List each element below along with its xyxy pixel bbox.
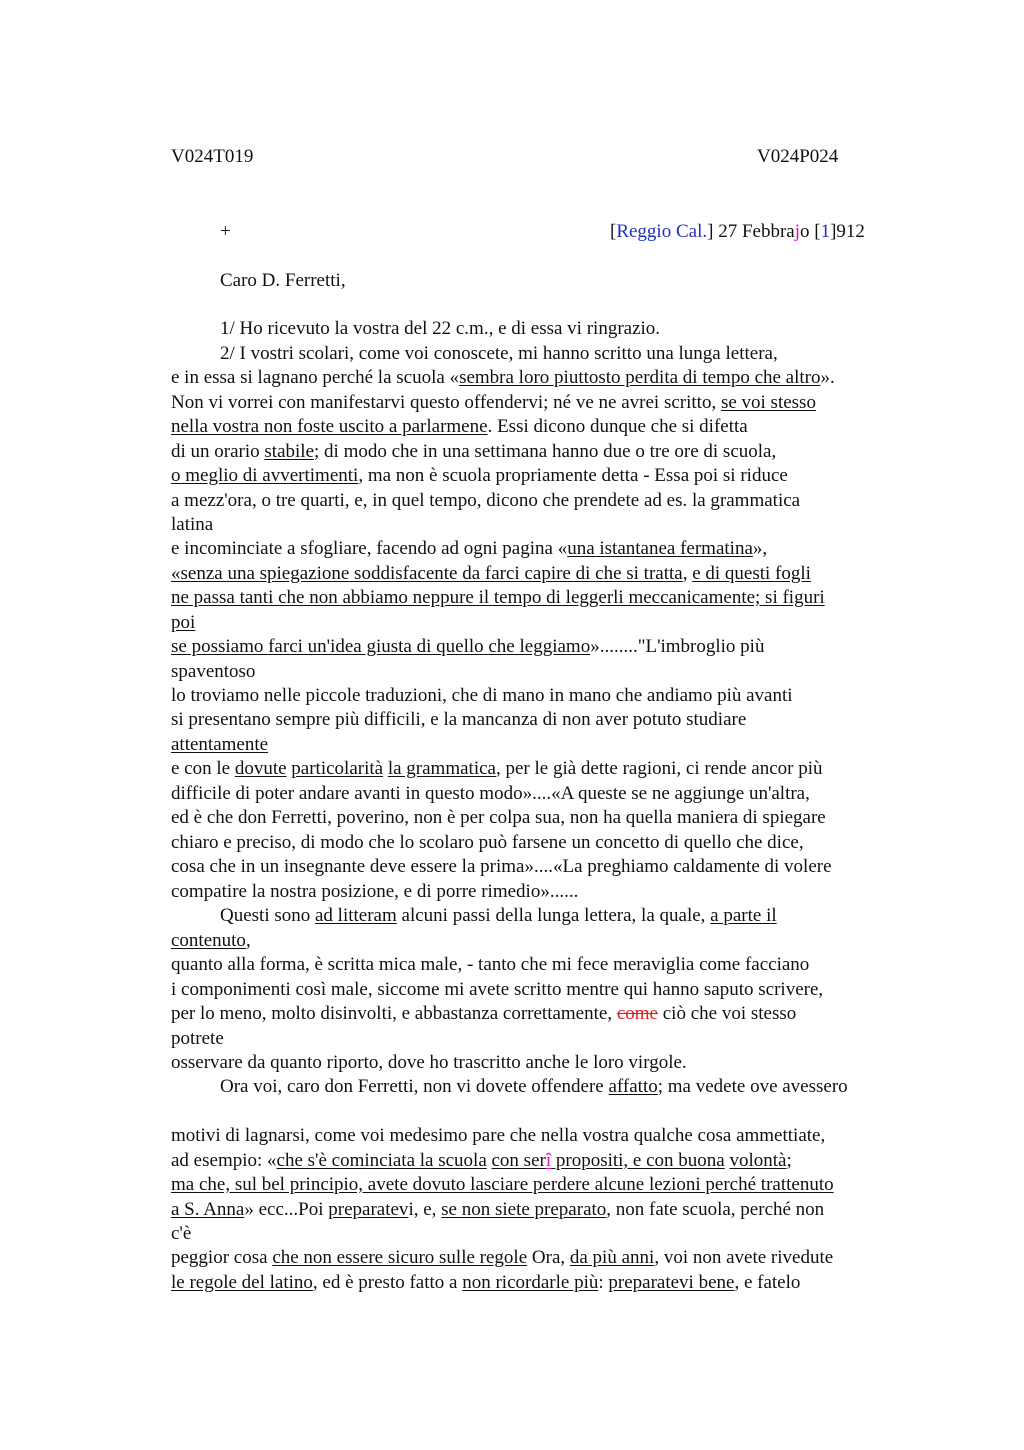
body-line xyxy=(171,635,764,659)
text-segment: che non essere sicuro sulle regole xyxy=(272,1247,528,1268)
text-segment: lo troviamo nelle piccole traduzioni, che di mano in mano che andiamo più avanti xyxy=(171,685,793,706)
text-segment: nella vostra non foste uscito a parlarmene xyxy=(171,416,488,437)
body-line xyxy=(171,1246,833,1270)
text-segment: ; ma vedete ove avessero xyxy=(657,1076,848,1097)
text-segment: motivi di lagnarsi, come voi medesimo pare che nella vostra qualche cosa ammettiate, xyxy=(171,1125,826,1146)
text-segment: ad litteram xyxy=(315,905,397,926)
body-line xyxy=(171,1173,834,1197)
text-segment: , xyxy=(245,930,251,951)
text-segment: »........"L'imbroglio più xyxy=(590,636,765,657)
body-line xyxy=(171,1222,191,1246)
text-segment: poi xyxy=(171,612,196,633)
text-segment: contenuto xyxy=(171,930,246,951)
text-segment: sembra loro piuttosto perdita di tempo che altro xyxy=(459,367,821,388)
text-segment: per lo meno, molto disinvolti, e abbastanza correttamente, xyxy=(171,1003,617,1024)
text-segment: î xyxy=(545,1150,552,1171)
text-segment: e incominciate a sfogliare, facendo ad ogni pagina « xyxy=(171,538,568,559)
text-segment: , ed è presto fatto a xyxy=(312,1272,463,1293)
text-segment: chiaro e preciso, di modo che lo scolaro può farsene un concetto di quello che dice, xyxy=(171,832,804,853)
body-line xyxy=(171,684,793,708)
text-segment: , ma non è scuola propriamente detta - Essa poi si riduce xyxy=(358,465,788,486)
body-line xyxy=(171,953,809,977)
body-line xyxy=(220,904,777,928)
text-segment: dovute xyxy=(234,758,287,779)
text-segment: preparatevi bene xyxy=(608,1272,735,1293)
text-segment: ; xyxy=(786,1150,792,1171)
body-line xyxy=(171,513,213,537)
text-segment: con ser xyxy=(491,1150,546,1171)
body-line xyxy=(171,708,746,732)
text-segment: e con le xyxy=(171,758,235,779)
text-segment: Ora, xyxy=(527,1247,570,1268)
body-line xyxy=(171,880,578,904)
body-line xyxy=(171,806,826,830)
text-segment: cosa che in un insegnante deve essere la prima»....«La preghiamo caldamente di volere xyxy=(171,856,832,877)
body-line xyxy=(171,782,810,806)
text-segment: compatire la nostra posizione, e di porre rimedio»...... xyxy=(171,881,579,902)
text-segment: difficile di poter andare avanti in questo modo»....«A queste se ne aggiunge un'altra, xyxy=(171,783,810,804)
body-line xyxy=(171,537,767,561)
cross-mark: + xyxy=(220,221,231,242)
place-name: Reggio Cal. xyxy=(616,221,708,242)
body-line xyxy=(171,464,788,488)
body-line xyxy=(171,1002,796,1026)
text-segment: da più anni xyxy=(569,1247,655,1268)
text-segment: particolarità xyxy=(291,758,384,779)
body-line xyxy=(171,366,835,390)
body-line xyxy=(171,1271,800,1295)
letter-date: [Reggio Cal.] 27 Febbrajo [1]912 xyxy=(610,221,865,242)
text-segment: , non fate scuola, perché non xyxy=(606,1199,825,1220)
body-line xyxy=(171,611,195,635)
text-segment: e in essa si lagnano perché la scuola « xyxy=(171,367,460,388)
text-segment: ne passa tanti che non abbiamo neppure il tempo di leggerli meccanicamente; si figuri xyxy=(171,587,825,608)
text-segment: preparatev xyxy=(328,1199,409,1220)
text-segment: a parte il xyxy=(710,905,777,926)
text-segment: a S. Anna xyxy=(171,1199,245,1220)
body-line xyxy=(171,1124,825,1148)
body-line xyxy=(171,562,811,586)
header-left-code: V024T019 xyxy=(171,146,254,167)
text-segment: , e fatelo xyxy=(734,1272,801,1293)
text-segment: potrete xyxy=(171,1028,224,1049)
text-segment: osservare da quanto riporto, dove ho trascritto anche le loro virgole. xyxy=(171,1052,687,1073)
text-segment: 1/ Ho ricevuto la vostra del 22 c.m., e di essa vi ringrazio. xyxy=(220,318,661,339)
text-segment: ma che, sul bel principio, avete dovuto lasciare perdere alcune lezioni perché trattenuto xyxy=(171,1174,834,1195)
header-right-code: V024P024 xyxy=(757,146,839,167)
text-segment: attentamente xyxy=(171,734,269,755)
text-segment: Ora voi, caro don Ferretti, non vi dovete offendere xyxy=(220,1076,609,1097)
body-line xyxy=(171,489,800,513)
text-segment: Non vi vorrei con manifestarvi questo offendervi; né ve ne avrei scritto, xyxy=(171,392,721,413)
text-segment: di un orario xyxy=(171,441,265,462)
text-segment: : xyxy=(598,1272,609,1293)
text-segment: », xyxy=(752,538,768,559)
body-line xyxy=(171,391,816,415)
body-line xyxy=(171,757,823,781)
text-segment: . Essi dicono dunque che si difetta xyxy=(487,416,748,437)
body-line xyxy=(171,855,832,879)
text-segment: non ricordarle più xyxy=(462,1272,599,1293)
text-segment: ed è che don Ferretti, poverino, non è per colpa sua, non ha quella maniera di spiegare xyxy=(171,807,826,828)
body-line xyxy=(171,586,825,610)
text-segment: o meglio di avvertimenti xyxy=(171,465,359,486)
text-segment: la grammatica xyxy=(387,758,496,779)
text-segment: ciò che voi stesso xyxy=(658,1003,797,1024)
text-segment: si presentano sempre più difficili, e la mancanza di non aver potuto studiare xyxy=(171,709,747,730)
text-segment: se possiamo farci un'idea giusta di quello che leggiamo xyxy=(171,636,591,657)
body-line xyxy=(171,440,776,464)
text-segment: i, e, xyxy=(408,1199,442,1220)
text-segment: come xyxy=(616,1003,658,1024)
text-segment: , per le già dette ragioni, ci rende ancor più xyxy=(495,758,823,779)
body-line xyxy=(171,1027,224,1051)
text-segment: peggior cosa xyxy=(171,1247,273,1268)
text-segment: affatto xyxy=(608,1076,658,1097)
text-segment: i componimenti così male, siccome mi avete scritto mentre qui hanno saputo scrivere, xyxy=(171,979,824,1000)
text-segment: c'è xyxy=(171,1223,192,1244)
body-line xyxy=(171,660,255,684)
text-segment: e di questi fogli xyxy=(692,563,811,584)
body-line xyxy=(171,733,268,757)
body-line xyxy=(171,978,823,1002)
body-line xyxy=(171,1149,792,1173)
text-segment: una istantanea fermatina xyxy=(567,538,753,559)
text-segment: propositi, e con buona xyxy=(551,1150,725,1171)
text-segment: » ecc...Poi xyxy=(244,1199,329,1220)
body-line xyxy=(171,929,251,953)
text-segment: alcuni passi della lunga lettera, la quale, xyxy=(396,905,711,926)
body-line xyxy=(220,342,778,366)
text-segment: ; di modo che in una settimana hanno due o tre ore di scuola, xyxy=(314,441,777,462)
text-segment: se voi stesso xyxy=(720,392,816,413)
text-segment: , xyxy=(682,563,693,584)
text-segment: 2/ I vostri scolari, come voi conoscete, mi hanno scritto una lunga lettera, xyxy=(220,343,778,364)
text-segment: le regole del latino xyxy=(171,1272,313,1293)
text-segment: se non siete preparato xyxy=(441,1199,607,1220)
body-line xyxy=(171,415,748,439)
text-segment: a mezz'ora, o tre quarti, e, in quel tempo, dicono che prendete ad es. la grammatica xyxy=(171,490,801,511)
salutation: Caro D. Ferretti, xyxy=(220,270,346,291)
text-segment: stabile xyxy=(264,441,315,462)
text-segment: ad esempio: « xyxy=(171,1150,277,1171)
text-segment: quanto alla forma, è scritta mica male, - tanto che mi fece meraviglia come facciano xyxy=(171,954,810,975)
text-segment: ». xyxy=(820,367,835,388)
text-segment: spaventoso xyxy=(171,661,256,682)
body-line xyxy=(220,317,660,341)
body-line xyxy=(171,1051,687,1075)
body-line xyxy=(171,1198,824,1222)
text-segment: volontà xyxy=(729,1150,787,1171)
body-line xyxy=(171,831,804,855)
body-line xyxy=(220,1075,848,1099)
text-segment: che s'è cominciata la scuola xyxy=(276,1150,487,1171)
text-segment: «senza una spiegazione soddisfacente da farci capire di che si tratta xyxy=(171,563,683,584)
text-segment: latina xyxy=(171,514,214,535)
text-segment: , voi non avete rivedute xyxy=(654,1247,834,1268)
text-segment: Questi sono xyxy=(220,905,315,926)
